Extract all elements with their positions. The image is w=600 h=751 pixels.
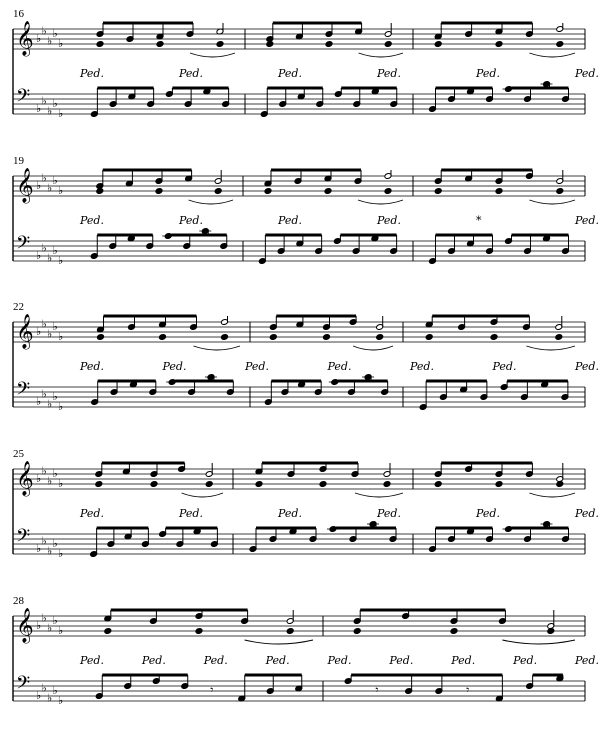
bass-clef-icon: 𝄢 — [16, 673, 31, 698]
pedal-mark: Ped. — [377, 67, 401, 80]
flat-sign: ♭ — [47, 691, 53, 705]
flat-sign: ♭ — [58, 330, 64, 343]
treble-note — [384, 41, 392, 48]
pedal-mark: Ped. — [278, 67, 302, 80]
pedal-mark: Ped. — [80, 654, 104, 667]
treble-note — [495, 41, 503, 48]
flat-sign: ♭ — [58, 400, 64, 413]
treble-note — [495, 481, 503, 488]
bass-clef-icon: 𝄢 — [16, 86, 31, 111]
flat-sign: ♭ — [41, 241, 47, 255]
tie-slur — [529, 200, 575, 204]
treble-note — [556, 41, 564, 48]
pedal-mark: Ped. — [377, 214, 401, 227]
music-system — [13, 448, 599, 560]
tie-slur — [359, 53, 403, 57]
flat-sign: ♭ — [58, 37, 64, 50]
treble-note — [255, 481, 263, 488]
flat-sign: ♭ — [58, 547, 64, 560]
flat-sign: ♭ — [36, 325, 42, 338]
pedal-mark: Ped. — [575, 654, 599, 667]
treble-note — [450, 628, 458, 635]
treble-note — [495, 188, 503, 195]
pedal-mark: Ped. — [203, 654, 228, 667]
pedal-mark: Ped. — [265, 654, 290, 667]
pedal-mark: Ped. — [245, 360, 269, 373]
treble-note — [383, 481, 391, 488]
flat-sign: ♭ — [52, 684, 58, 697]
treble-note — [269, 334, 277, 341]
flat-sign: ♭ — [52, 320, 58, 333]
treble-note — [434, 481, 442, 488]
flat-sign: ♭ — [36, 542, 42, 555]
tie-slur — [358, 200, 403, 204]
flat-sign: ♭ — [36, 395, 42, 408]
treble-note — [425, 334, 433, 341]
flat-sign: ♭ — [41, 681, 47, 695]
flat-sign: ♭ — [41, 94, 47, 108]
flat-sign: ♭ — [58, 694, 64, 707]
tie-slur — [245, 640, 313, 644]
tie-slur — [526, 346, 575, 350]
measure-number: 22 — [13, 301, 24, 313]
tie-slur — [502, 640, 575, 644]
treble-note — [216, 41, 224, 48]
treble-note — [95, 481, 103, 488]
treble-clef-icon: 𝄞 — [16, 608, 34, 643]
flat-sign: ♭ — [58, 624, 64, 637]
flat-sign: ♭ — [36, 179, 42, 192]
flat-sign: ♭ — [36, 102, 42, 115]
pedal-mark: Ped. — [278, 214, 302, 227]
flat-sign: ♭ — [52, 27, 58, 40]
treble-note — [556, 481, 564, 488]
pedal-mark: Ped. — [327, 360, 352, 373]
pedal-mark: Ped. — [80, 507, 104, 520]
pedal-mark: Ped. — [377, 507, 401, 520]
tie-slur — [190, 53, 235, 57]
measure-number: 28 — [13, 595, 24, 607]
music-system — [13, 301, 599, 413]
flat-sign: ♭ — [41, 317, 47, 331]
pedal-mark: Ped. — [513, 654, 538, 667]
flat-sign: ♭ — [52, 614, 58, 627]
flat-sign: ♭ — [47, 397, 53, 411]
pedal-mark: Ped. — [451, 654, 476, 667]
treble-note — [96, 188, 104, 195]
treble-note — [195, 628, 203, 635]
bass-clef-icon: 𝄢 — [16, 233, 31, 258]
treble-note — [96, 41, 104, 48]
eighth-rest: 𝄾 — [466, 683, 470, 697]
pedal-mark: Ped. — [179, 214, 203, 227]
treble-note — [323, 334, 331, 341]
treble-note — [490, 334, 498, 341]
tie-slur — [529, 53, 575, 57]
pedal-mark: Ped. — [80, 214, 104, 227]
treble-note — [319, 481, 327, 488]
measure-number: 25 — [13, 448, 24, 460]
treble-clef-icon: 𝄞 — [16, 168, 34, 203]
flat-sign: ♭ — [41, 464, 47, 478]
tie-slur — [189, 200, 233, 204]
pedal-mark: Ped. — [278, 507, 302, 520]
treble-clef-icon: 𝄞 — [16, 461, 34, 496]
flat-sign: ♭ — [52, 244, 58, 257]
pedal-mark: Ped. — [476, 67, 500, 80]
treble-note — [353, 628, 361, 635]
treble-note — [384, 188, 392, 195]
flat-sign: ♭ — [47, 621, 53, 635]
flat-sign: ♭ — [58, 254, 64, 267]
treble-note — [325, 41, 333, 48]
treble-note — [97, 334, 105, 341]
treble-note — [556, 188, 564, 195]
music-system — [13, 8, 599, 120]
eighth-rest: 𝄾 — [210, 683, 214, 697]
treble-note — [104, 628, 112, 635]
treble-note — [150, 481, 158, 488]
flat-sign: ♭ — [41, 171, 47, 185]
bass-clef-icon: 𝄢 — [16, 526, 31, 551]
pedal-mark: Ped. — [80, 67, 104, 80]
treble-note — [221, 334, 229, 341]
flat-sign: ♭ — [36, 249, 42, 262]
tie-slur — [529, 493, 575, 497]
flat-sign: ♭ — [47, 104, 53, 118]
flat-sign: ♭ — [47, 474, 53, 488]
tie-slur — [182, 493, 223, 497]
treble-clef-icon: 𝄞 — [16, 21, 34, 56]
pedal-release-mark: * — [476, 214, 482, 227]
flat-sign: ♭ — [58, 107, 64, 120]
pedal-mark: Ped. — [575, 67, 599, 80]
treble-note — [547, 628, 555, 635]
tie-slur — [353, 346, 393, 350]
pedal-mark: Ped. — [179, 507, 203, 520]
flat-sign: ♭ — [41, 387, 47, 401]
pedal-mark: Ped. — [389, 654, 414, 667]
bass-clef-icon: 𝄢 — [16, 379, 31, 404]
pedal-mark: Ped. — [80, 360, 104, 373]
music-system — [13, 155, 599, 267]
treble-note — [324, 188, 332, 195]
flat-sign: ♭ — [52, 390, 58, 403]
flat-sign: ♭ — [36, 32, 42, 45]
flat-sign: ♭ — [52, 174, 58, 187]
treble-note — [155, 188, 163, 195]
tie-slur — [194, 346, 241, 350]
flat-sign: ♭ — [41, 611, 47, 625]
flat-sign: ♭ — [52, 97, 58, 110]
flat-sign: ♭ — [52, 537, 58, 550]
treble-note — [205, 481, 213, 488]
pedal-mark: Ped. — [179, 67, 203, 80]
pedal-mark: Ped. — [162, 360, 187, 373]
pedal-mark: Ped. — [492, 360, 517, 373]
flat-sign: ♭ — [36, 689, 42, 702]
flat-sign: ♭ — [47, 34, 53, 48]
measure-number: 19 — [13, 155, 24, 167]
flat-sign: ♭ — [58, 477, 64, 490]
flat-sign: ♭ — [41, 24, 47, 38]
flat-sign: ♭ — [52, 467, 58, 480]
treble-note — [266, 41, 274, 48]
treble-note — [286, 628, 294, 635]
flat-sign: ♭ — [47, 181, 53, 195]
treble-note — [156, 41, 164, 48]
measure-number: 16 — [13, 8, 24, 20]
pedal-mark: Ped. — [327, 654, 352, 667]
flat-sign: ♭ — [47, 544, 53, 558]
tie-slur — [355, 493, 403, 497]
music-system — [13, 595, 599, 707]
treble-note — [555, 334, 563, 341]
treble-note — [434, 188, 442, 195]
systems-layer — [13, 8, 599, 707]
flat-sign: ♭ — [36, 619, 42, 632]
pedal-mark: Ped. — [141, 654, 166, 667]
pedal-mark: Ped. — [476, 507, 500, 520]
treble-note — [264, 188, 272, 195]
pedal-mark: Ped. — [575, 507, 599, 520]
treble-note — [214, 188, 222, 195]
eighth-rest: 𝄾 — [375, 683, 379, 697]
treble-clef-icon: 𝄞 — [16, 314, 34, 349]
pedal-mark: Ped. — [575, 214, 599, 227]
flat-sign: ♭ — [47, 327, 53, 341]
treble-note — [434, 41, 442, 48]
flat-sign: ♭ — [58, 184, 64, 197]
flat-sign: ♭ — [47, 251, 53, 265]
pedal-mark: Ped. — [410, 360, 434, 373]
flat-sign: ♭ — [41, 534, 47, 548]
treble-note — [376, 334, 384, 341]
treble-note — [159, 334, 167, 341]
pedal-mark: Ped. — [575, 360, 599, 373]
flat-sign: ♭ — [36, 472, 42, 485]
